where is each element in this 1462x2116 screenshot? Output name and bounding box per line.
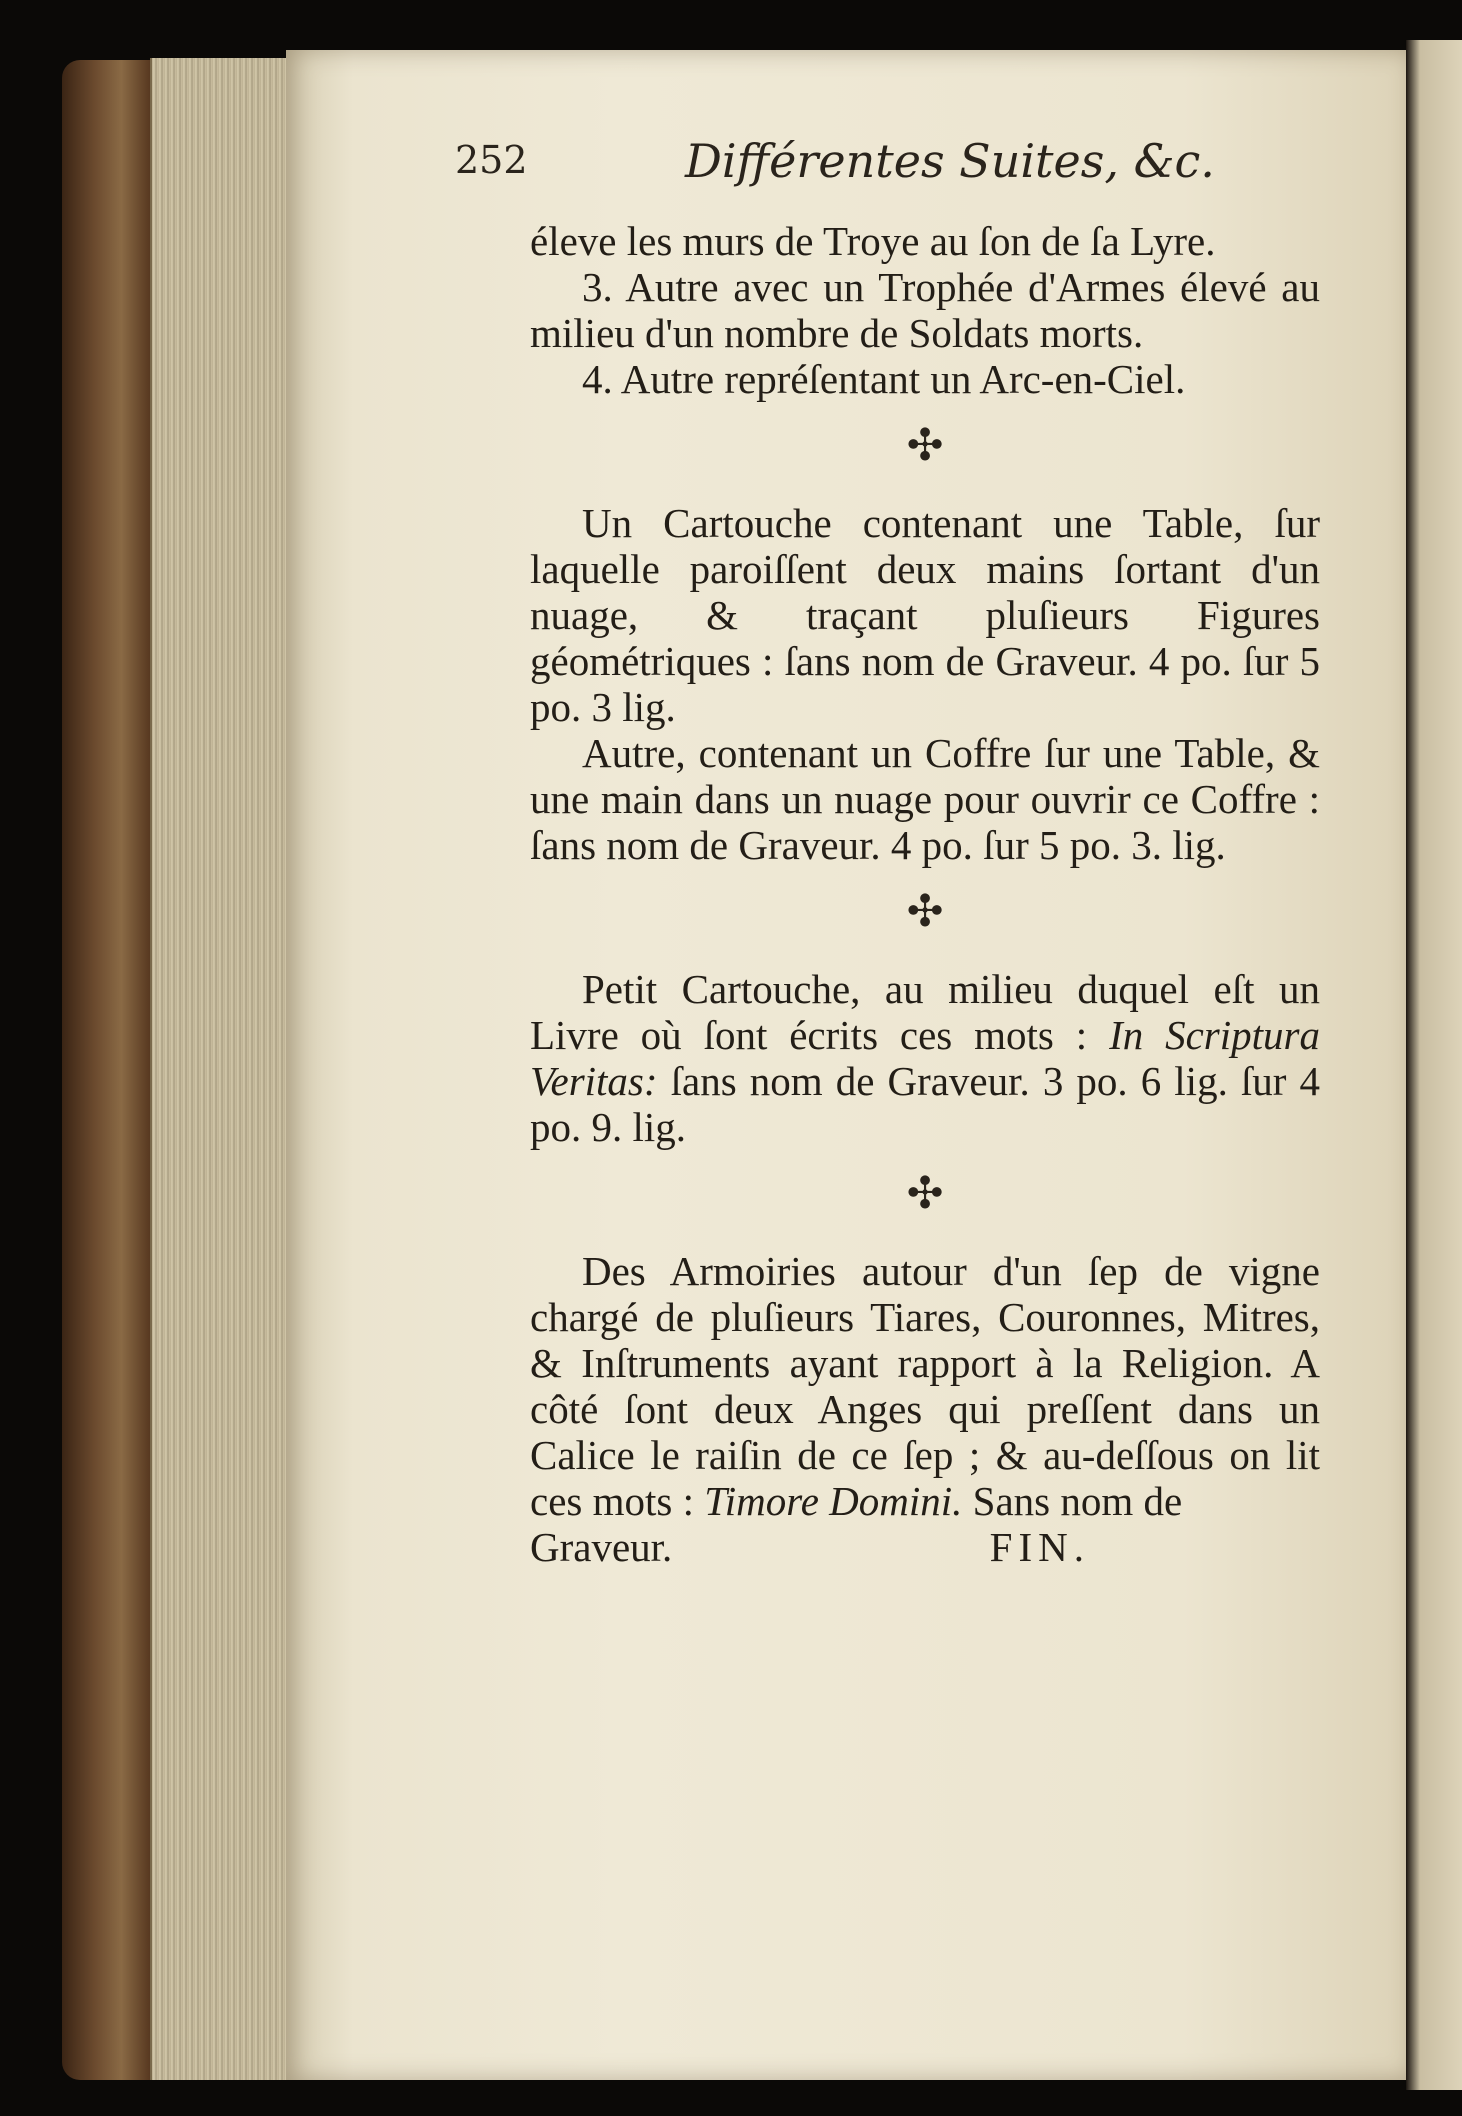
final-line — [530, 1524, 1090, 1570]
fleuron-ornament-1: ✣ — [906, 421, 944, 470]
page-edges — [150, 58, 292, 2080]
paragraph-7-italic: Timore Domini. — [704, 1478, 963, 1524]
fin-mark: FIN. — [989, 1524, 1090, 1570]
paragraph-6-text-end: ſans nom de Graveur. 3 po. 6 lig. ſur 4 po. 9. lig. — [530, 1058, 1321, 1150]
paragraph-6 — [530, 966, 1320, 1150]
paragraph-6-italic: In Scriptura Veritas: — [530, 1012, 1320, 1104]
paragraph-7-text: Des Armoiries autour d'un ſep de vigne chargé de pluſieurs Tiares, Couronnes, Mitres, & Inſtruments ayant rapport à la Religion. A côté ſont deux Anges qui preſſent dans un Calice le raiſin de ce ſep ; & au-deſſous on lit ces mots : — [530, 1248, 1320, 1524]
page-body — [530, 218, 1320, 1570]
paragraph-7 — [530, 1248, 1320, 1524]
fleuron-ornament-2: ✣ — [906, 887, 944, 936]
page-number: 252 — [455, 138, 528, 182]
facing-page-edge — [1406, 40, 1462, 2090]
paragraph-7-text-end: Sans nom de — [972, 1478, 1183, 1524]
paragraph-7-last-word: Graveur. — [530, 1524, 673, 1570]
paragraph-1: éleve les murs de Troye au ſon de ſa Lyre. — [530, 218, 1216, 264]
paragraph-4: Un Cartouche contenant une Table, ſur laquelle paroiſſent deux mains ſortant d'un nuage, & traçant pluſieurs Figures géométriques : ſans nom de Graveur. 4 po. ſur 5 po. 3 lig. — [530, 500, 1320, 730]
paragraph-5: Autre, contenant un Coffre ſur une Table, & une main dans un nuage pour ouvrir ce Coffre : ſans nom de Graveur. 4 po. ſur 5 po. 3. lig. — [530, 730, 1320, 868]
paragraph-3: 4. Autre repréſentant un Arc-en-Ciel. — [582, 356, 1186, 402]
paragraph-2: 3. Autre avec un Trophée d'Armes élevé au milieu d'un nombre de Soldats morts. — [530, 264, 1320, 356]
running-title: Différentes Suites, &c. — [685, 134, 1215, 188]
page-header — [455, 134, 1325, 198]
fleuron-ornament-3: ✣ — [906, 1169, 944, 1218]
paragraph-6-text: Petit Cartouche, au milieu duquel eſt un Livre où ſont écrits ces mots : — [530, 966, 1320, 1058]
